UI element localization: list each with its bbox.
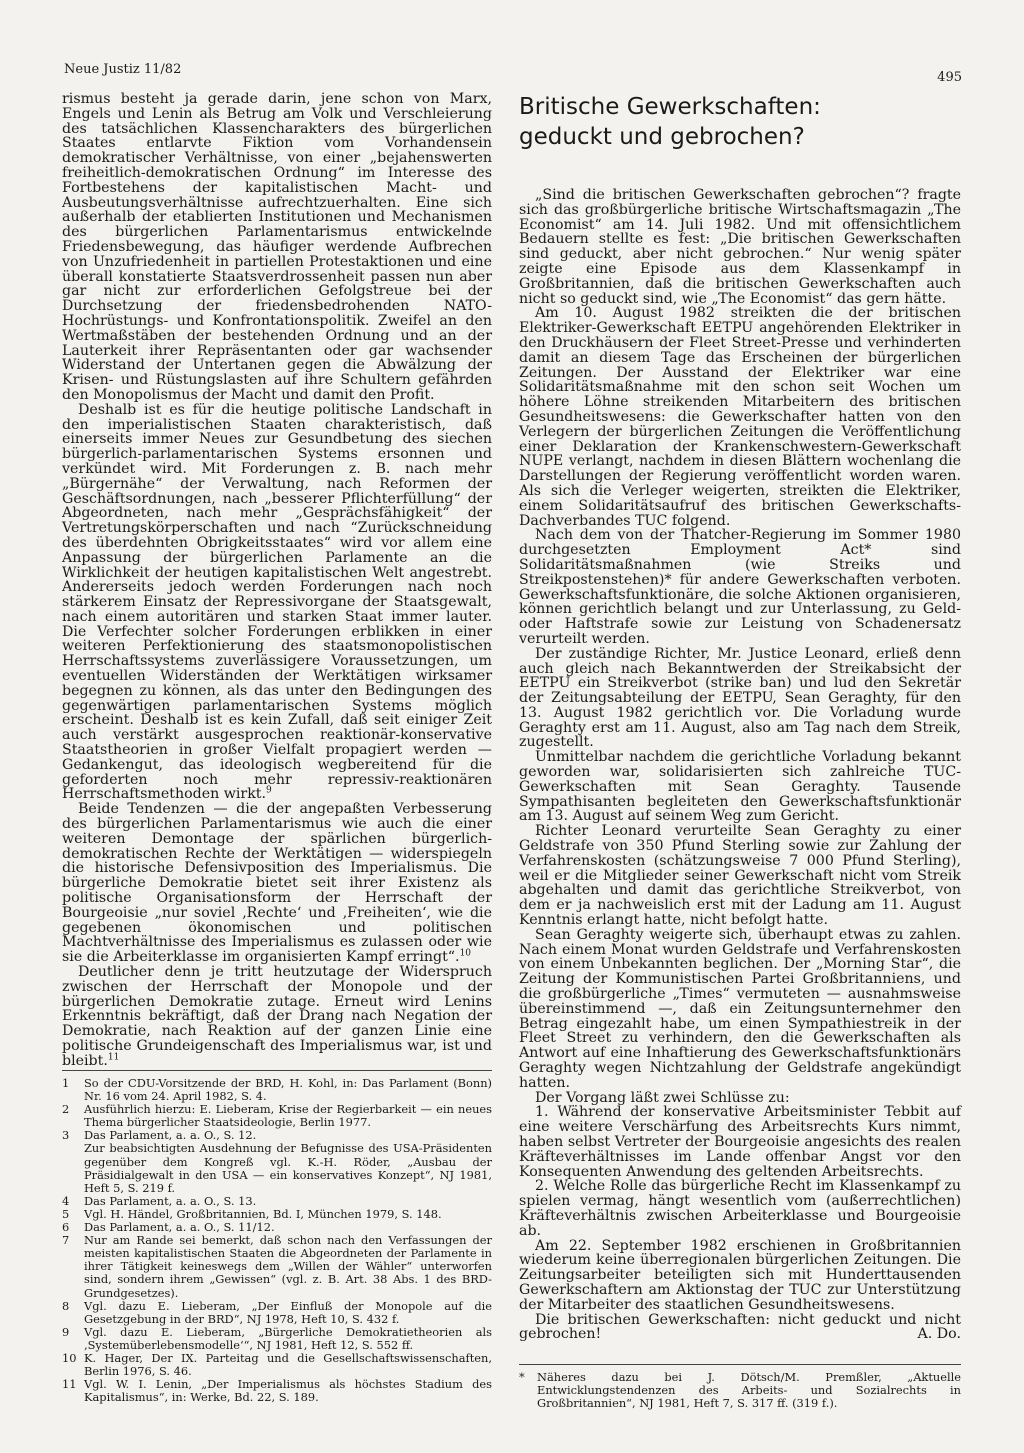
- footnote-number: 4: [62, 1193, 70, 1208]
- footnote-number: 1: [62, 1076, 70, 1090]
- footnote-text: Nur am Rande sei bemerkt, daß schon nach den Verfassungen der meisten kapitalistischen Staaten die Abgeordneten der Parlamente in ihrer Tätigkeit keineswegs dem „Willen der Wähler“ unterworfen sind, sondern ihrem „Gewissen“ (vgl. z. B. Art. 38 Abs. 1 des BRD-Grundgesetzes).: [84, 1233, 492, 1300]
- right-paragraph-10: 2. Welche Rolle das bürgerliche Recht im Klassenkampf zu spielen vermag, hängt wesentlich vom (außerrechtlichen) Kräfteverhältnis zwischen Arbeiterklasse und Bourgeoisie ab.: [519, 1178, 961, 1239]
- footnote-text: Vgl. W. I. Lenin, „Der Imperialismus als höchstes Stadium des Kapitalismus“, in: Werke, Bd. 22, S. 189.: [84, 1377, 492, 1405]
- right-paragraph-7: Sean Geraghty weigerte sich, überhaupt etwas zu zahlen. Nach einem Monat wurden Geldstrafe und Verfahrenskosten von einem Unbekannten beglichen. Der „Morning Star“, die Zeitung der Kommunistischen Partei Großbritanniens, und die großbürgerliche „Times“ vermuteten — ausnahmsweise übereinstimmend —, daß ein Zeitungsunternehmer den Betrag eingezahlt habe, um einen Sympathiestreik in der Fleet Street zu verhindern, den die Gewerkschaften als Antwort auf eine Inhaftierung des Gewerkschaftsfunktionärs Geraghty wegen Nichtzahlung der Geldstrafe angekündigt hatten.: [519, 926, 961, 1091]
- footnote-number: 10: [62, 1350, 77, 1365]
- left-paragraph-2: [62, 403, 492, 803]
- article-title-line-1: Britische Gewerkschaften:: [519, 94, 821, 120]
- footnote-divider-left: [62, 1070, 492, 1071]
- left-paragraph-3: [62, 802, 492, 965]
- right-paragraph-9: 1. Während der konservative Arbeitsminister Tebbit auf eine weitere Verschärfung des Arbeitsrechts Kurs nimmt, haben selbst Vertreter der Bourgeoisie angesichts des realen Kräfteverhältnisses im Lande offenbar Angst vor den Konsequenten Anwendung des geltenden Arbeitsrechts.: [519, 1104, 961, 1180]
- footnote: [62, 1352, 492, 1378]
- footnote: [62, 1103, 492, 1129]
- right-paragraph-8: Der Vorgang läßt zwei Schlüsse zu:: [535, 1089, 790, 1106]
- author-signature: A. Do.: [917, 1326, 961, 1343]
- right-paragraph-1: „Sind die britischen Gewerkschaften gebrochen“? fragte sich das großbürgerliche britische Wirtschaftsmagazin „The Economist“ am 14. Juli 1982. Und mit offensichtlichem Bedauern stellte es fest: „Die britischen Gewerkschaften sind geduckt, aber nicht gebrochen.“ Nur wenig später zeigte eine Episode aus dem Klassenkampf in Großbritannien, daß die britischen Gewerkschaften auch nicht so geduckt sind, wie „The Economist“ das gern hätte.: [519, 187, 961, 307]
- footnote-text: Näheres dazu bei J. Dötsch/M. Premßler, „Aktuelle Entwicklungstendenzen des Arbeits- und Sozialrechts in Großbritannien“, NJ 1981, Heft 7, S. 317 ff. (319 f.).: [537, 1370, 961, 1411]
- footnote-number: 11: [62, 1377, 77, 1392]
- right-paragraph-2: Am 10. August 1982 streikten die der britischen Elektriker-Gewerkschaft EETPU angehörenden Elektriker in den Druckhäusern der Fleet Street-Presse und verhinderten damit an diesem Tage das Erscheinen der bürgerlichen Zeitungen. Der Ausstand der Elektriker war eine Solidaritätsmaßnahme mit den schon seit Wochen um höhere Löhne streikenden Mitarbeitern des britischen Gesundheitswesens: die Gewerkschafter hatten von den Verlegern der bürgerlichen Zeitungen die Veröffentlichung einer Deklaration der Krankenschwestern-Gewerkschaft NUPE verlangt, nachdem in diesen Blättern wochenlang die Darstellungen der Regierung veröffentlicht worden waren. Als sich die Verleger weigerten, streikten die Elektriker, einem Solidaritätsaufruf des britischen Gewerkschafts-Dachverbandes TUC folgend.: [519, 305, 961, 529]
- footnote-text: Vgl. dazu E. Lieberam, „Der Einfluß der Monopole auf die Gesetzgebung in der BRD“, NJ 1978, Heft 10, S. 432 f.: [84, 1298, 492, 1326]
- footnote: [62, 1326, 492, 1352]
- footnote-number: 7: [62, 1233, 70, 1248]
- right-paragraph-11: Am 22. September 1982 erschienen in Großbritannien wiederum keine überregionalen bürgerlichen Zeitungen. Die Zeitungsarbeiter beteiligten sich mit Hunderttausenden Gewerkschaftern am Aktionstag der TUC zur Unterstützung der Mitarbeiter des staatlichen Gesundheitswesens.: [519, 1237, 961, 1313]
- journal-title: Neue Justiz 11/82: [64, 62, 182, 77]
- footnote-ref-11: 11: [107, 1052, 120, 1063]
- right-footnotes: [519, 1371, 961, 1410]
- footnote-text: K. Hager, Der IX. Parteitag und die Gesellschaftswissenschaften, Berlin 1976, S. 46.: [84, 1350, 492, 1379]
- footnote-divider-right: [519, 1364, 961, 1365]
- footnote-text: Vgl. H. Händel, Großbritannien, Bd. I, München 1979, S. 148.: [84, 1206, 442, 1221]
- footnote-number: 5: [62, 1206, 70, 1221]
- page-number: 495: [937, 70, 962, 85]
- right-paragraph-12: [519, 1313, 961, 1343]
- footnote-text: Das Parlament, a. a. O., S. 11/12.: [84, 1220, 275, 1235]
- left-paragraph-4: [62, 965, 492, 1069]
- closing-line: Die britischen Gewerkschaften: nicht geduckt und nicht gebrochen!: [519, 1311, 961, 1343]
- right-paragraph-3: Nach dem von der Thatcher-Regierung im Sommer 1980 durchgesetzten Employment Act* sind Solidaritätsmaßnahmen (wie Streiks und Streikpostenstehen)* für andere Gewerkschaften verboten. Gewerkschaftsfunktionäre, die solche Aktionen organisieren, können gerichtlich belangt und zur Unterlassung, zu Geld- oder Haftstrafe sowie zur Leistung von Schadenersatz verurteilt werden.: [519, 527, 961, 647]
- left-paragraph-4-text: Deutlicher denn je tritt heutzutage der Widerspruch zwischen der Herrschaft der Monopole und der bürgerlichen Demokratie zutage. Erneut wird Lenins Erkenntnis bekräftigt, daß der Drang nach Negation der Demokratie, nach Reaktion auf der ganzen Linie eine politische Grundeigenschaft des Imperialismus war, ist und bleibt.: [62, 964, 492, 1069]
- footnote-number: 9: [62, 1324, 70, 1339]
- footnote-number: 8: [62, 1298, 70, 1313]
- footnote: [62, 1378, 492, 1404]
- left-column: [62, 92, 492, 1069]
- right-column: [519, 92, 961, 1342]
- footnote-text: So der CDU-Vorsitzende der BRD, H. Kohl, in: Das Parlament (Bonn) Nr. 16 vom 24. April 1982, S. 4.: [84, 1076, 492, 1104]
- footnote-text: Ausführlich hierzu: E. Lieberam, Krise der Regierbarkeit — ein neues Thema bürgerlicher Staatsideologie, Berlin 1977.: [84, 1102, 492, 1130]
- article-title: [519, 92, 961, 152]
- right-paragraph-6: Richter Leonard verurteilte Sean Geraghty zu einer Geldstrafe von 350 Pfund Sterling sowie zur Zahlung der Verfahrenskosten (schätzungsweise 7 000 Pfund Sterling), weil er die Mitglieder seiner Gewerkschaft nicht vom Streik abgehalten und damit das gerichtliche Streikverbot, von dem er ja nachweislich erst mit der Ladung am 11. August Kenntnis erlangt hatte, nicht befolgt hatte.: [519, 823, 961, 929]
- footnote-text: Vgl. dazu E. Lieberam, „Bürgerliche Demokratietheorien als ‚Systemüberlebensmodelle‘“, NJ 1981, Heft 12, S. 552 ff.: [84, 1324, 492, 1352]
- footnote-ref-10: 10: [459, 948, 472, 959]
- page-header: [64, 62, 962, 84]
- footnote: [519, 1371, 961, 1410]
- footnote-number: 2: [62, 1102, 70, 1117]
- footnote: [62, 1234, 492, 1299]
- footnote-number: 3: [62, 1128, 70, 1143]
- left-paragraph-2-text: Deshalb ist es für die heutige politische Landschaft in den imperialistischen Staaten charakteristisch, daß einerseits immer Neues zur Gesundbetung des siechen bürgerlich-parlamentarischen Systems ersonnen und verkündet wird. Mit Forderungen z. B. nach mehr „Bürgernähe“ der Verwaltung, nach Reformen der Geschäftsordnungen, nach „besserer Pflichterfüllung“ der Abgeordneten, nach mehr „Gesprächsfähigkeit“ der Vertretungskörperschaften und nach “Zurückschneidung des überdehnten Obrigkeitsstaates“ wird vor allem eine Anpassung der bürgerlichen Parlamente an die Wirklichkeit der heutigen kapitalistischen Welt angestrebt. Andererseits jedoch werden Forderungen nach noch stärkerem Einsatz der Repressivorgane der Staatsgewalt, nach einem autoritären und starken Staat immer lauter. Die Verfechter solcher Forderungen erblikken in einer weiteren Perfektionierung des staatsmonopolistischen Herrschaftssystems zuverlässigere Voraussetzungen, um eventuellen Widerständen der Werktätigen wirksamer begegnen zu können, als das unter den Bedingungen des gegenwärtigen parlamentarischen Systems möglich erscheint. Deshalb ist es kein Zufall, daß seit einiger Zeit auch verstärkt ausgesprochen reaktionär-konservative Staatstheorien in großer Vielfalt propagiert werden — Gedankengut, das ideologisch wegbereitend für die geforderten noch mehr repressiv-reaktionären Herrschaftsmethoden wirkt.: [62, 401, 492, 803]
- footnote: [62, 1300, 492, 1326]
- article-title-line-2: geduckt und gebrochen?: [519, 124, 805, 150]
- footnote-ref-9: 9: [266, 785, 272, 796]
- left-footnotes: [62, 1077, 492, 1404]
- footnote-text: Das Parlament, a. a. O., S. 12.: [84, 1128, 257, 1143]
- footnote-number: 6: [62, 1220, 70, 1235]
- left-paragraph-3-text: Beide Tendenzen — die der angepaßten Verbesserung des bürgerlichen Parlamentarismus wie auch die einer weiteren Demontage der spärlichen bürgerlich-demokratischen Rechte der Werktätigen — widerspiegeln die historische Defensivposition des Imperialismus. Die bürgerliche Demokratie bietet seit ihrer Existenz als politische Organisationsform der Herrschaft der Bourgeoisie „nur soviel ‚Rechte‘ und ‚Freiheiten‘, wie die gegebenen ökonomischen und politischen Machtverhältnisse des Imperialismus es zulassen oder wie sie die Arbeiterklasse im organisierten Kampf erringt“.: [62, 801, 492, 966]
- footnote: [62, 1077, 492, 1103]
- right-paragraph-5: Unmittelbar nachdem die gerichtliche Vorladung bekannt geworden war, solidarisierten sich zahlreiche TUC-Gewerkschaften mit Sean Geraghty. Tausende Sympathisanten begleiteten den Gewerkschaftsfunktionär am 13. August auf seinem Weg zum Gericht.: [519, 749, 961, 825]
- footnote-text: Das Parlament, a. a. O., S. 13.: [84, 1193, 257, 1208]
- footnote-text: Zur beabsichtigten Ausdehnung der Befugnisse des USA-Präsidenten gegenüber dem Kongreß vgl. K.-H. Röder, „Ausbau der Präsidialgewalt in den USA — ein konservatives Konzept“, NJ 1981, Heft 5, S. 219 f.: [84, 1141, 492, 1195]
- right-paragraph-4: Der zuständige Richter, Mr. Justice Leonard, erließ denn auch gleich nach Bekanntwerden der Streikabsicht der EETPU ein Streikverbot (strike ban) und lud den Sekretär der Zeitungsabteilung der EETPU, Sean Geraghty, für den 13. August 1982 gerichtlich vor. Die Vorladung wurde Geraghty erst am 11. August, also am Tag nach dem Streik, zugestellt.: [519, 645, 961, 751]
- left-paragraph-1: rismus besteht ja gerade darin, jene schon von Marx, Engels und Lenin als Betrug am Volk und Verschleierung des tatsächlichen Klassencharakters des bürgerlichen Staates entlarvte Fiktion vom Vorhandensein demokratischer Verhältnisse, von einer „bejahenswerten freiheitlich-demokratischen Ordnung“ im Interesse des Fortbestehens der kapitalistischen Macht- und Ausbeutungsverhältnisse aufrechtzuerhalten. Eine sich außerhalb der etablierten Institutionen und Mechanismen des bürgerlichen Parlamentarismus entwickelnde Friedensbewegung, das häufiger werdende Aufbrechen von Unzufriedenheit in partiellen Protestaktionen und eine überall konstatierte Staatsverdrossenheit passen nun aber gar nicht zur erforderlichen Gefolgstreue bei der Durchsetzung der friedensbedrohenden NATO-Hochrüstungs- und Konfrontationspolitik. Zweifel an den Wertmaßstäben der bestehenden Ordnung und an der Lauterkeit ihrer Repräsentanten oder gar wachsender Widerstand der Untertanen gegen die Abwälzung der Krisen- und Rüstungslasten auf ihre Schultern gefährden den Monopolismus der Macht und damit den Profit.: [62, 91, 492, 403]
- footnote: [62, 1142, 492, 1194]
- footnote-mark: *: [519, 1370, 525, 1384]
